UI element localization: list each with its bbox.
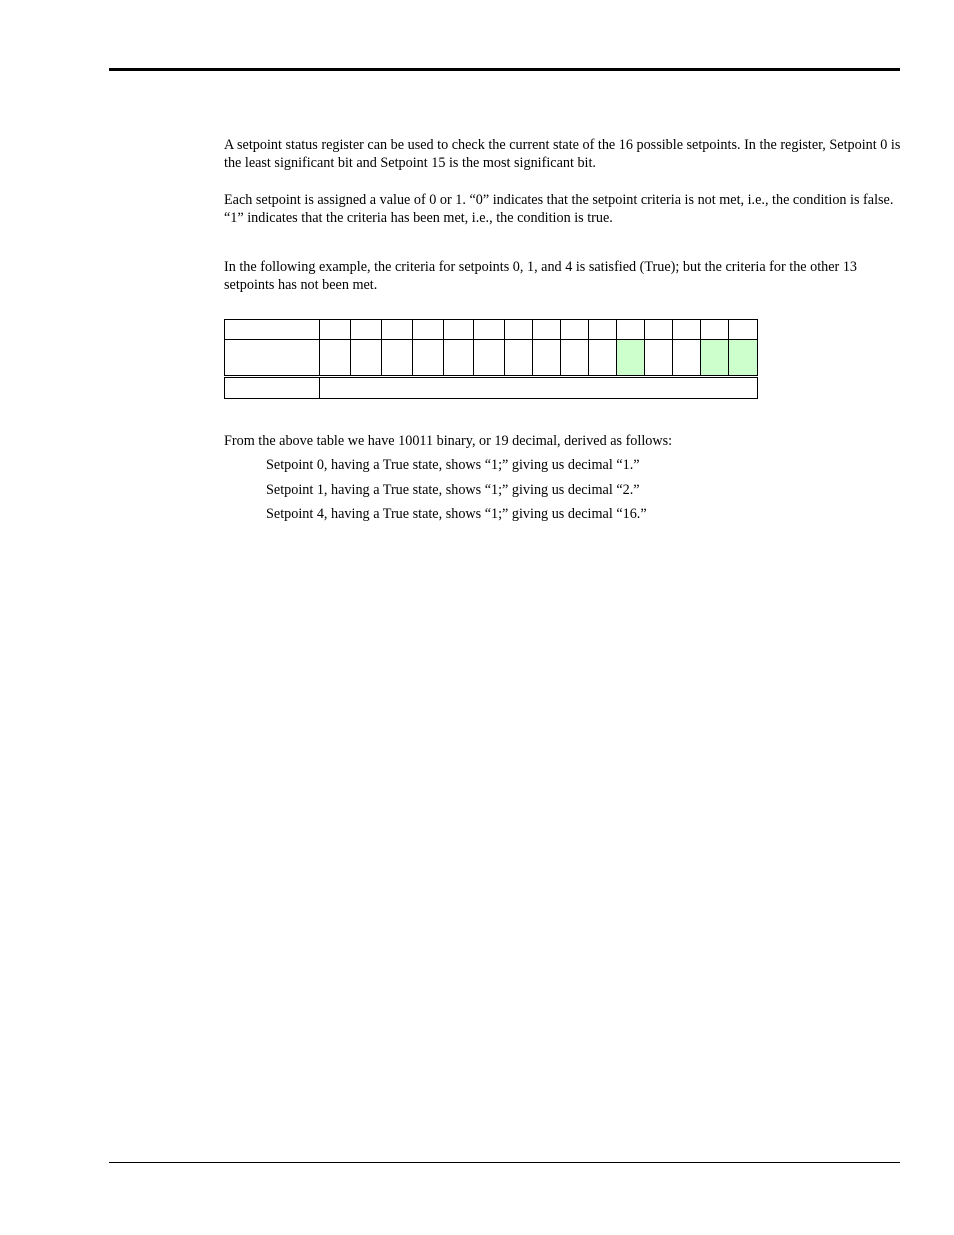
list-item: Setpoint 1, having a True state, shows “1;” giving us decimal “2.” <box>266 481 640 498</box>
bit-header-cell <box>444 320 474 340</box>
bit-value-cell <box>673 340 701 376</box>
bit-value-cell <box>561 340 589 376</box>
bit-value-cell <box>382 340 413 376</box>
bit-value-cell-true <box>617 340 645 376</box>
bit-header-cell <box>320 320 351 340</box>
bit-header-cell <box>561 320 589 340</box>
bit-value-cell <box>444 340 474 376</box>
bit-header-cell <box>617 320 645 340</box>
total-value-cell <box>320 378 758 399</box>
bit-value-cell <box>589 340 617 376</box>
bit-value-cell <box>533 340 561 376</box>
setpoint-register-table <box>224 319 758 399</box>
bit-value-cell <box>413 340 444 376</box>
bit-value-cell-true <box>701 340 729 376</box>
bit-header-cell <box>701 320 729 340</box>
bit-header-cell <box>645 320 673 340</box>
table-row-values <box>225 340 758 376</box>
bit-value-cell <box>351 340 382 376</box>
bit-header-cell <box>729 320 758 340</box>
example-paragraph: In the following example, the criteria for setpoints 0, 1, and 4 is satisfied (True); but the criteria for the other 13 setpoints has not been met. <box>224 259 858 293</box>
derivation-list <box>266 456 647 530</box>
bit-header-cell <box>351 320 382 340</box>
bit-header-cell <box>589 320 617 340</box>
header-rule <box>109 68 900 71</box>
bit-value-cell <box>505 340 533 376</box>
table-label-cell <box>225 340 320 376</box>
footer-rule <box>109 1162 900 1163</box>
bit-value-cell-true <box>729 340 758 376</box>
bit-header-cell <box>673 320 701 340</box>
table-label-cell <box>225 320 320 340</box>
bit-header-cell <box>474 320 505 340</box>
values-paragraph: Each setpoint is assigned a value of 0 or 1. “0” indicates that the setpoint criteria is not met, i.e., the condition is false. “1” indicates that the criteria has been met, i.e., the condition is true. <box>224 192 894 226</box>
bit-header-cell <box>505 320 533 340</box>
table-label-cell <box>225 378 320 399</box>
intro-paragraph: A setpoint status register can be used to check the current state of the 16 possible setpoints. In the register, Setpoint 0 is the least significant bit and Setpoint 15 is the most significant bit. <box>224 137 901 171</box>
bit-value-cell <box>320 340 351 376</box>
list-item: Setpoint 4, having a True state, shows “1;” giving us decimal “16.” <box>266 506 647 522</box>
summary-lead: From the above table we have 10011 binary, or 19 decimal, derived as follows: <box>224 433 673 449</box>
bit-value-cell <box>645 340 673 376</box>
bit-header-cell <box>382 320 413 340</box>
table-row-total <box>225 378 758 399</box>
bit-value-cell <box>474 340 505 376</box>
list-item: Setpoint 0, having a True state, shows “1;” giving us decimal “1.” <box>266 457 640 473</box>
table-row-header <box>225 320 758 340</box>
bit-header-cell <box>533 320 561 340</box>
bit-header-cell <box>413 320 444 340</box>
